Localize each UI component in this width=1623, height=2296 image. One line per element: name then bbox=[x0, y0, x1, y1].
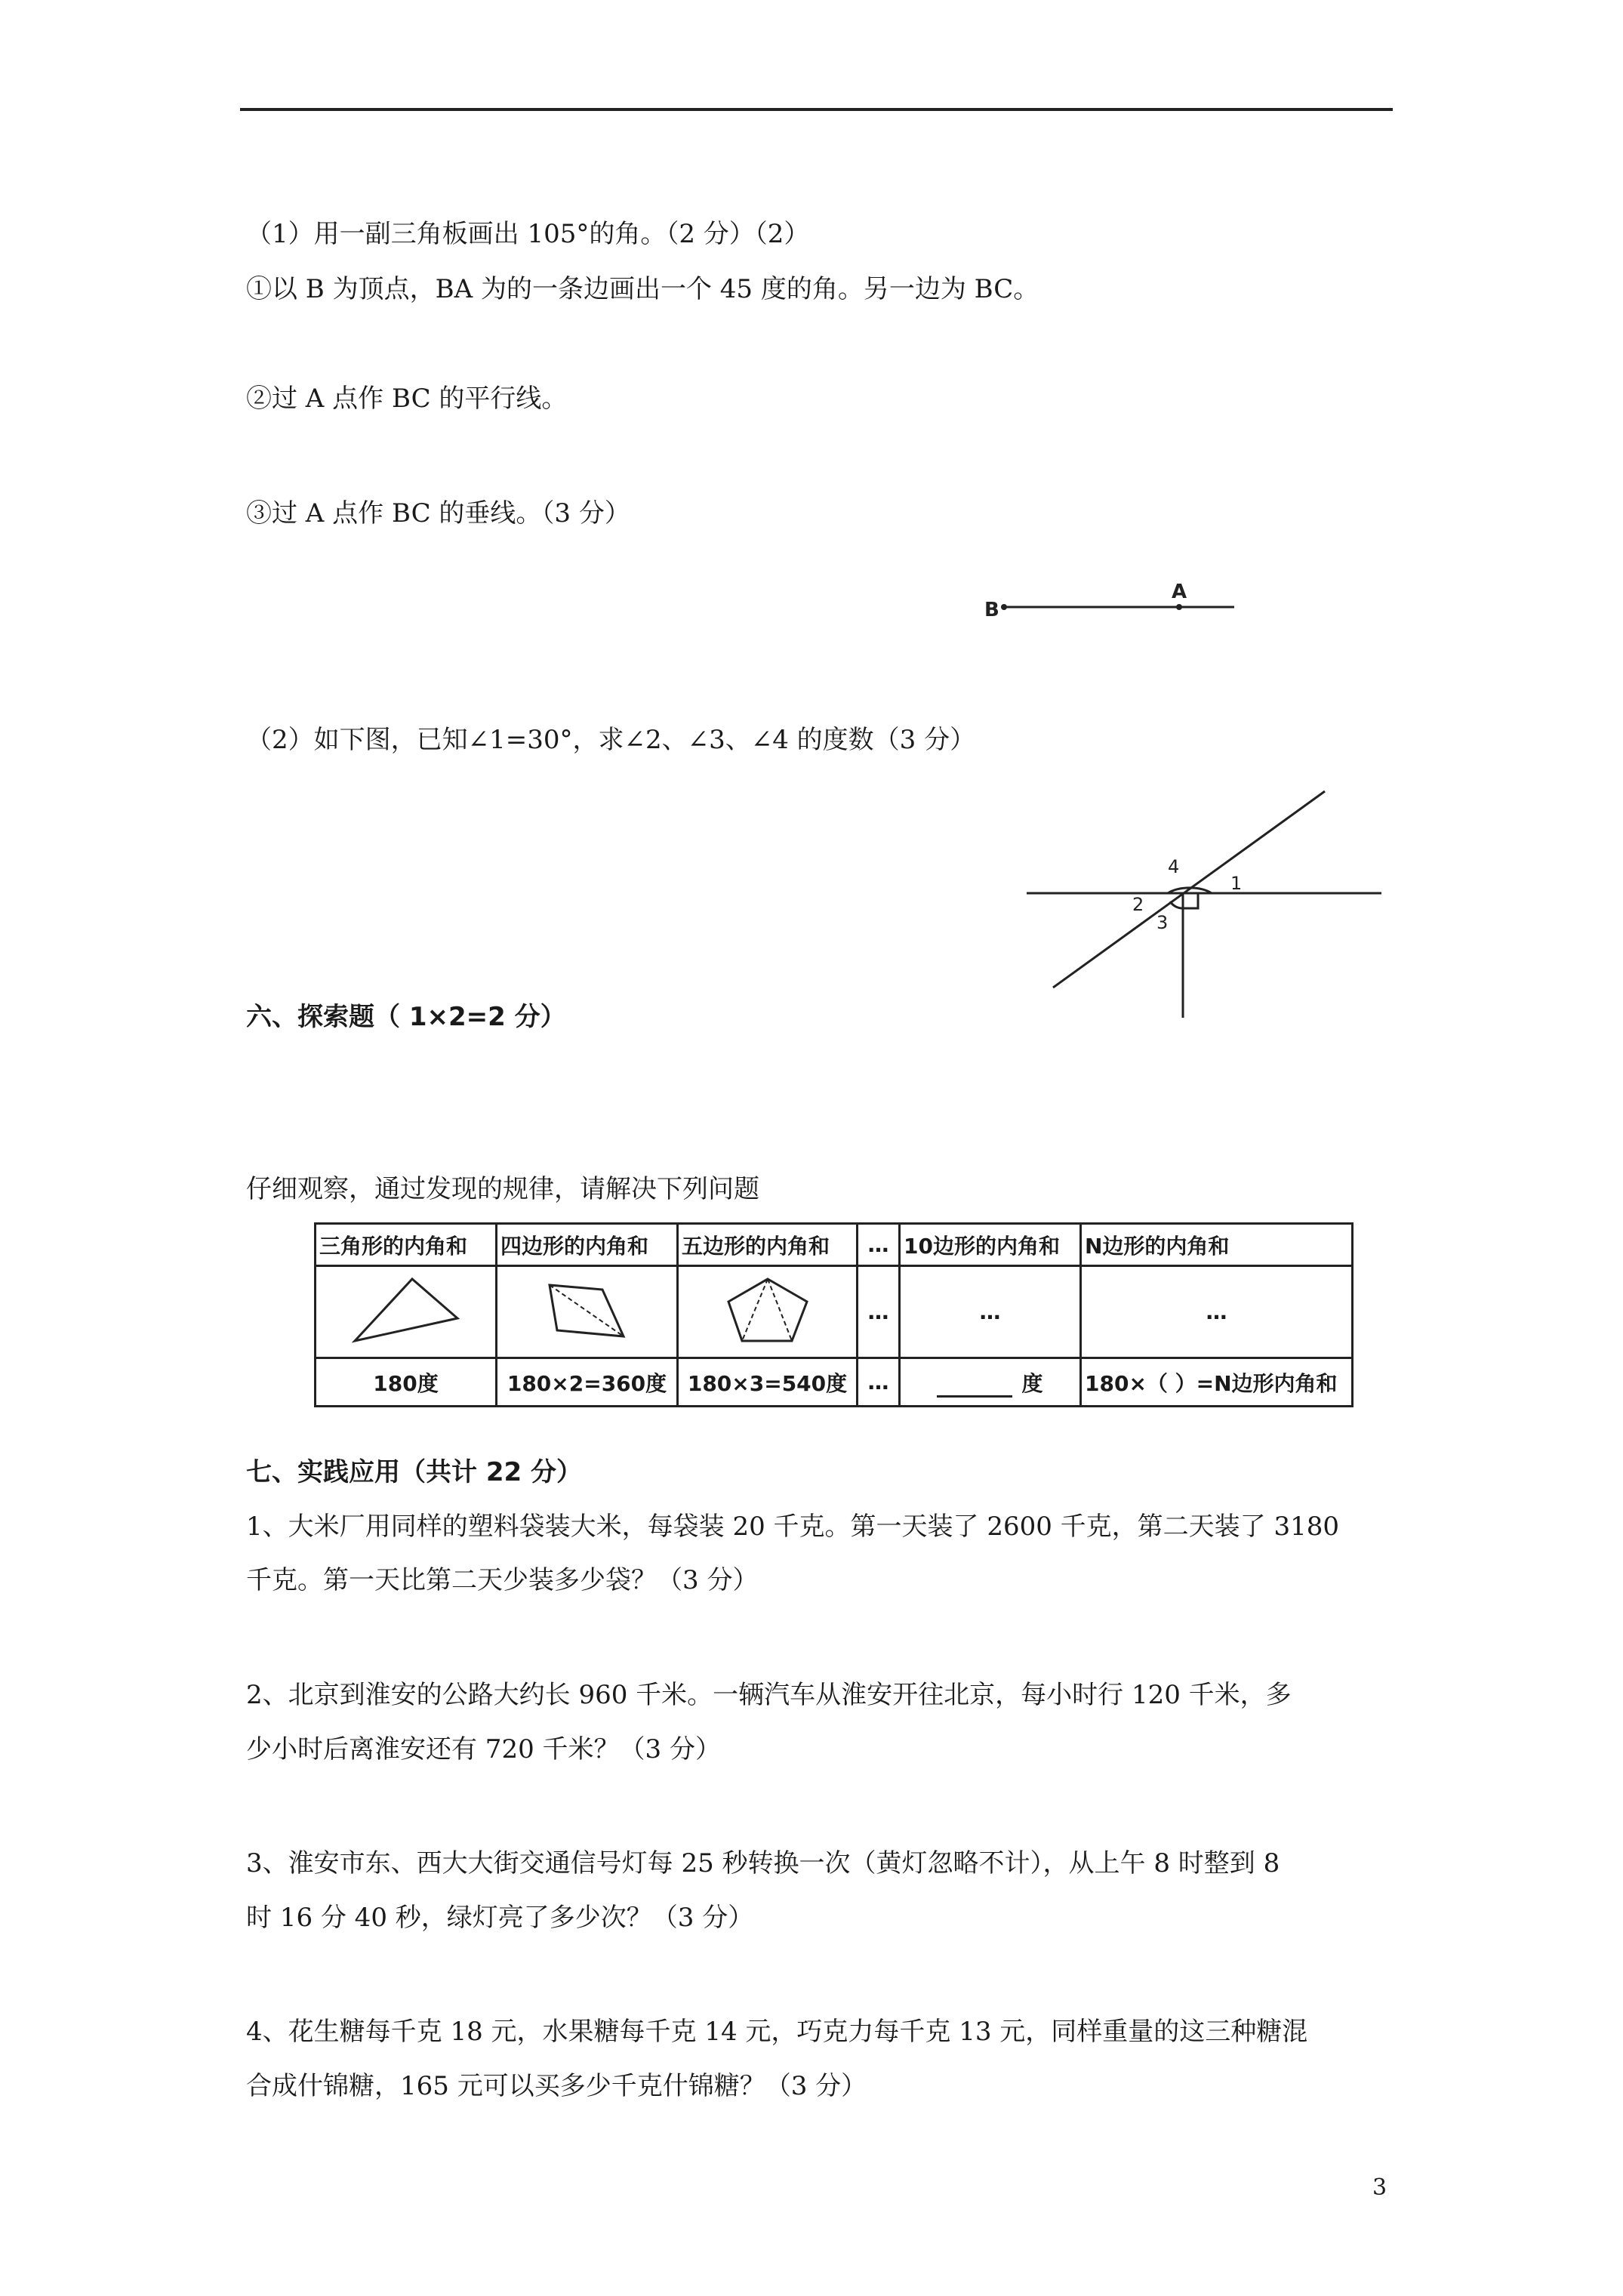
q1-item-3: ③过 A 点作 BC 的垂线。（3 分） bbox=[246, 498, 630, 529]
q1-title: （1）用一副三角板画出 105°的角。（2 分）（2） bbox=[246, 219, 810, 249]
angle-label-2: 2 bbox=[1132, 894, 1144, 915]
quadrilateral-shape-cell bbox=[497, 1266, 678, 1358]
polygon-angle-table bbox=[314, 1222, 1354, 1407]
sum-ellipsis: … bbox=[858, 1358, 900, 1407]
pentagon-shape-cell bbox=[678, 1266, 858, 1358]
header-decagon: 10边形的内角和 bbox=[900, 1224, 1081, 1266]
header-n-gon: N边形的内角和 bbox=[1081, 1224, 1353, 1266]
page-number: 3 bbox=[1372, 2174, 1387, 2201]
quadrilateral-sum: 180×2=360度 bbox=[497, 1358, 678, 1407]
angle-label-4: 4 bbox=[1168, 856, 1180, 877]
q1-item-2: ②过 A 点作 BC 的平行线。 bbox=[246, 384, 568, 414]
problem-4-line-1: 4、花生糖每千克 18 元，水果糖每千克 14 元，巧克力每千克 13 元，同样重量的这三种糖混 bbox=[246, 2017, 1308, 2047]
triangle-shape bbox=[346, 1271, 467, 1347]
q2-title: （2）如下图，已知∠1=30°，求∠2、∠3、∠4 的度数（3 分） bbox=[246, 725, 976, 755]
angle-arc-bottom bbox=[1170, 901, 1183, 908]
decagon-sum-unit: 度 bbox=[1021, 1370, 1043, 1396]
ellipsis-cell: … bbox=[858, 1266, 900, 1358]
header-rule bbox=[240, 108, 1393, 111]
pentagon-shape bbox=[715, 1271, 821, 1347]
slanted-line bbox=[1053, 791, 1325, 988]
header-quadrilateral: 四边形的内角和 bbox=[497, 1224, 678, 1266]
intersecting-lines-figure bbox=[1019, 778, 1389, 1027]
triangle-shape-cell bbox=[316, 1266, 497, 1358]
section7-heading: 七、实践应用（共计 22 分） bbox=[246, 1457, 582, 1487]
n-gon-formula: 180×（ ）=N边形内角和 bbox=[1081, 1358, 1353, 1407]
header-ellipsis: … bbox=[858, 1224, 900, 1266]
problem-4-line-2: 合成什锦糖，165 元可以买多少千克什锦糖？（3 分） bbox=[246, 2071, 867, 2101]
point-b bbox=[1001, 604, 1007, 610]
problem-1-line-1: 1、大米厂用同样的塑料袋装大米，每袋装 20 千克。第一天装了 2600 千克，第二天装了 3180 bbox=[246, 1512, 1339, 1542]
angle-label-3: 3 bbox=[1156, 912, 1169, 933]
decagon-sum-blank[interactable] bbox=[937, 1374, 1012, 1398]
problem-2-line-1: 2、北京到淮安的公路大约长 960 千米。一辆汽车从淮安开往北京，每小时行 120 千米，多 bbox=[246, 1680, 1292, 1710]
header-triangle: 三角形的内角和 bbox=[316, 1224, 497, 1266]
pentagon-sum: 180×3=540度 bbox=[678, 1358, 858, 1407]
section6-intro: 仔细观察，通过发现的规律，请解决下列问题 bbox=[246, 1174, 759, 1204]
problem-3-line-2: 时 16 分 40 秒，绿灯亮了多少次？（3 分） bbox=[246, 1903, 754, 1933]
quadrilateral-shape bbox=[534, 1271, 640, 1347]
angle-label-1: 1 bbox=[1230, 873, 1243, 894]
problem-1-line-2: 千克。第一天比第二天少装多少袋？（3 分） bbox=[246, 1565, 759, 1595]
label-a: A bbox=[1172, 581, 1187, 603]
n-gon-ellipsis-cell: … bbox=[1081, 1266, 1353, 1358]
header-pentagon: 五边形的内角和 bbox=[678, 1224, 858, 1266]
problem-3-line-1: 3、淮安市东、西大大街交通信号灯每 25 秒转换一次（黄灯忽略不计），从上午 8 时整到 8 bbox=[246, 1848, 1280, 1878]
problem-2-line-2: 少小时后离淮安还有 720 千米？（3 分） bbox=[246, 1734, 721, 1764]
decagon-sum-cell bbox=[900, 1358, 1081, 1407]
decagon-ellipsis-cell: … bbox=[900, 1266, 1081, 1358]
label-b: B bbox=[984, 599, 999, 621]
section6-heading: 六、探索题（ 1×2=2 分） bbox=[246, 1002, 566, 1032]
triangle-sum: 180度 bbox=[316, 1358, 497, 1407]
point-a bbox=[1176, 604, 1182, 610]
right-angle-mark bbox=[1183, 893, 1198, 908]
q1-item-1: ①以 B 为顶点，BA 为的一条边画出一个 45 度的角。另一边为 BC。 bbox=[246, 274, 1039, 304]
ray-ba-figure bbox=[981, 574, 1268, 642]
